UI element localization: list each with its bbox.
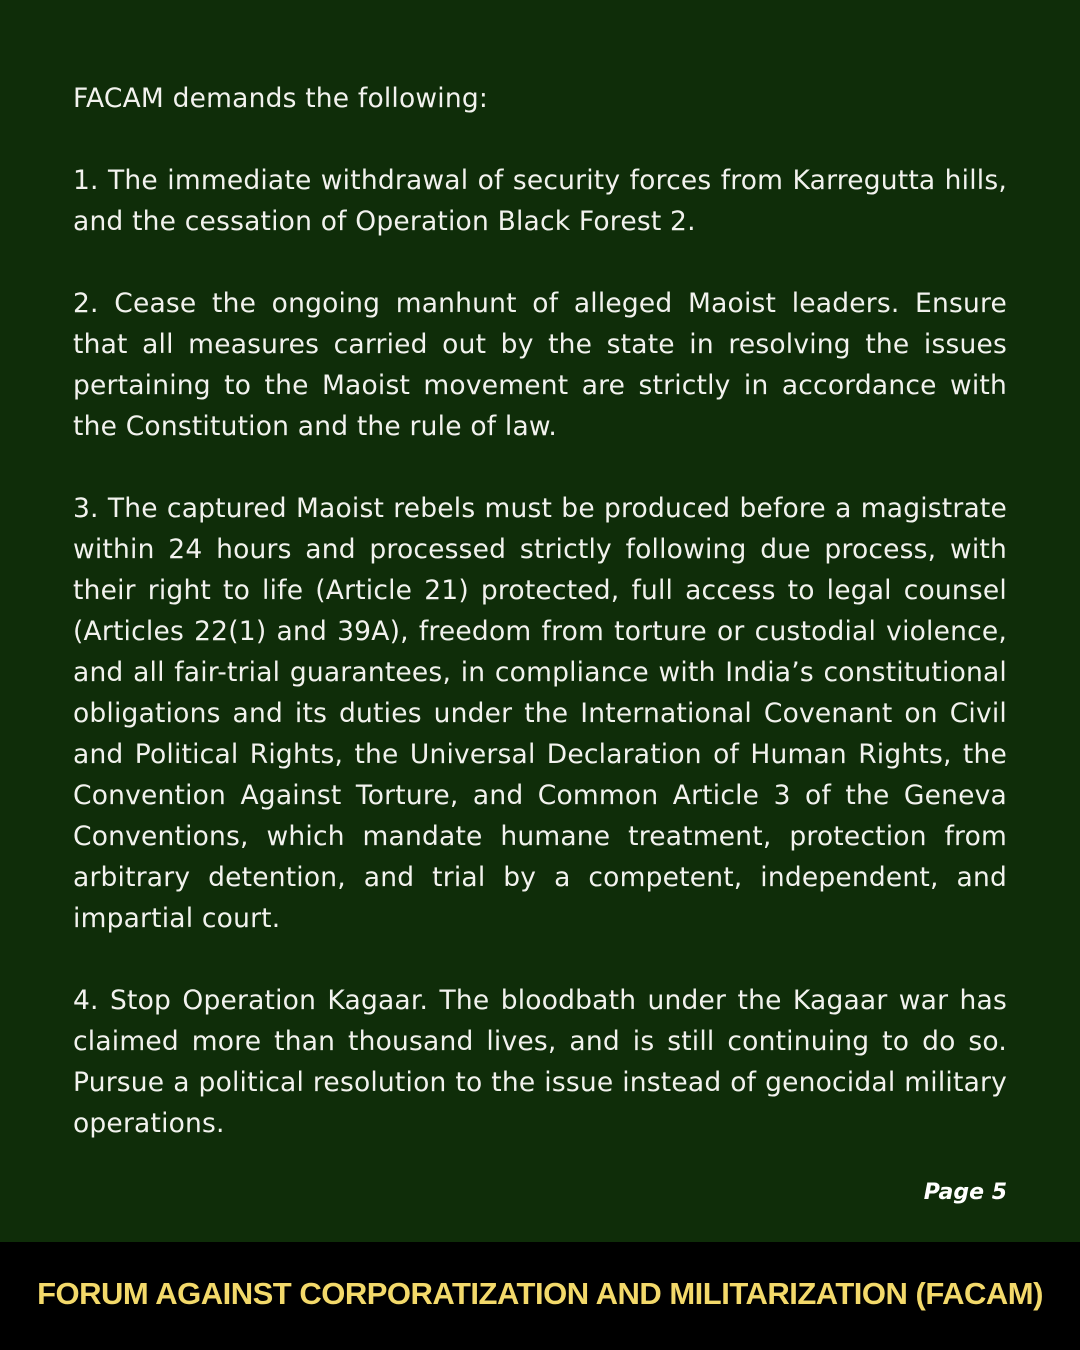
intro-text: FACAM demands the following: (73, 83, 488, 114)
demand-1: 1. The immediate withdrawal of security forces from Karregutta hills, and the cessation of Operation Black Forest 2. (73, 165, 1007, 237)
footer-bar (0, 1242, 1080, 1350)
demand-4: 4. Stop Operation Kagaar. The bloodbath under the Kagaar war has claimed more than thousand lives, and is still continuing to do so. Pursue a political resolution to the issue instead of genocidal military operations. (73, 985, 1007, 1139)
page-number: Page 5 (923, 1180, 1007, 1205)
demand-3: 3. The captured Maoist rebels must be produced before a magistrate within 24 hours and processed strictly following due process, with their right to life (Article 21) protected, full access to legal counsel (Articles 22(1) and 39A), freedom from torture or custodial violence, and all fair-trial guarantees, in compliance with India’s constitutional obligations and its duties under the International Covenant on Civil and Political Rights, the Universal Declaration of Human Rights, the Convention Against Torture, and Common Article 3 of the Geneva Conventions, which mandate humane treatment, protection from arbitrary detention, and trial by a competent, independent, and impartial court. (73, 493, 1007, 934)
demand-2: 2. Cease the ongoing manhunt of alleged Maoist leaders. Ensure that all measures carried out by the state in resolving the issues pertaining to the Maoist movement are strictly in accordance with the Constitution and the rule of law. (73, 288, 1007, 442)
document-body (73, 78, 1007, 1185)
organization-name: FORUM AGAINST CORPORATIZATION AND MILITARIZATION (FACAM) (37, 1276, 1043, 1311)
